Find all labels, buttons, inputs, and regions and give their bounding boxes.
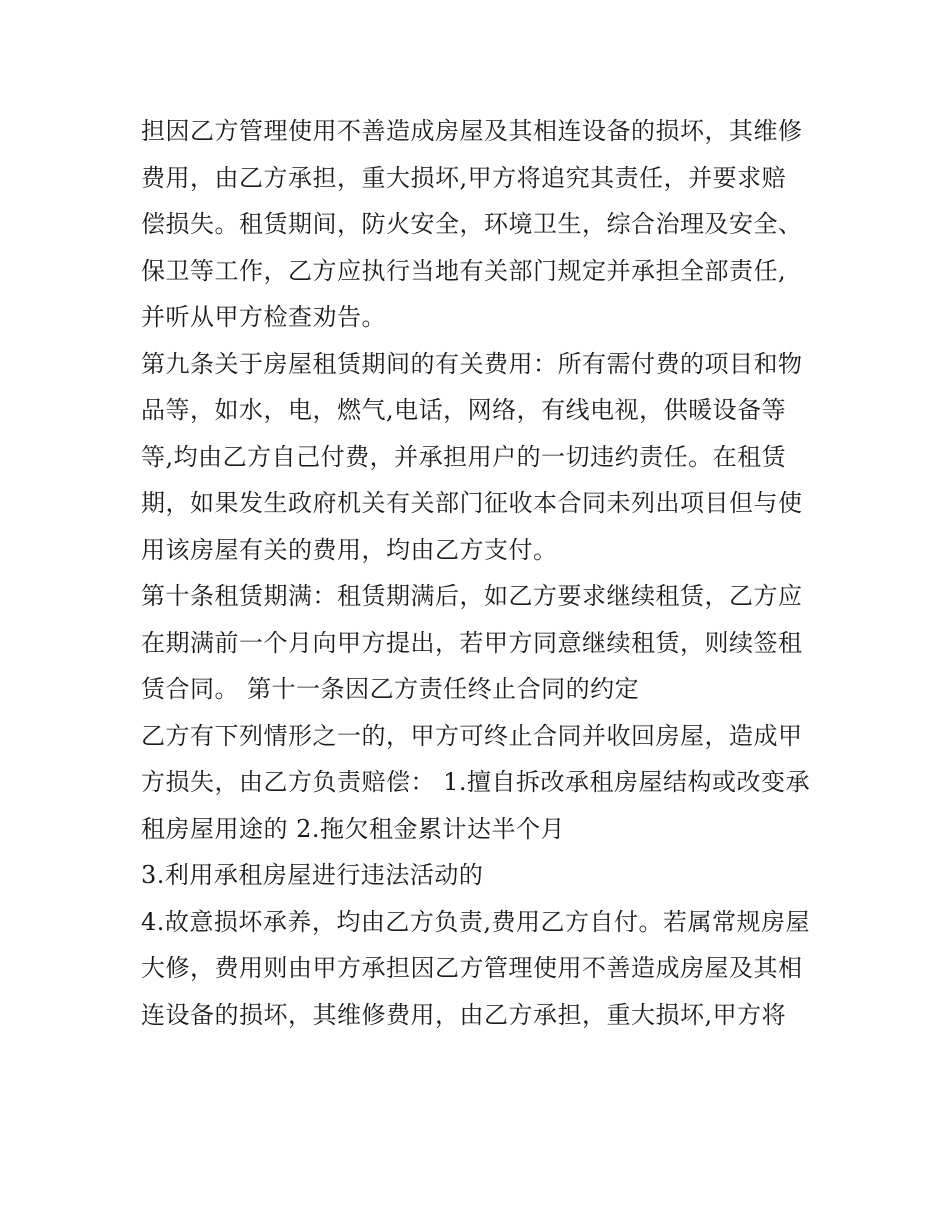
text-line: 等,均由乙方自己付费，并承担用户的一切违约责任。在租赁 <box>141 442 787 471</box>
text-line: 3.利用承租房屋进行违法活动的 <box>141 861 484 889</box>
text-line: 期，如果发生政府机关有关部门征收本合同未列出项目但与使 <box>141 489 803 517</box>
text-line: 偿损失。租赁期间，防火安全，环境卫生，综合治理及安全、 <box>141 210 803 238</box>
text-line: 4.故意损坏承养，均由乙方负责,费用乙方自付。若属常规房屋 <box>141 907 811 936</box>
text-line: 方损失，由乙方负责赔偿： 1.擅自拆改承租房屋结构或改变承 <box>141 768 811 796</box>
text-line: 担因乙方管理使用不善造成房屋及其相连设备的损坏，其维修 <box>141 117 803 145</box>
text-line: 费用，由乙方承担，重大损坏,甲方将追究其责任，并要求赔 <box>141 163 787 192</box>
document-body <box>141 108 821 1038</box>
text-line: 并听从甲方检查劝告。 <box>141 303 386 331</box>
text-line: 赁合同。 第十一条因乙方责任终止合同的约定 <box>141 675 640 703</box>
text-line: 租房屋用途的 2.拖欠租金累计达半个月 <box>141 814 566 843</box>
text-line: 大修，费用则由甲方承担因乙方管理使用不善造成房屋及其相 <box>141 954 803 982</box>
text-line: 连设备的损坏，其维修费用，由乙方承担，重大损坏,甲方将 <box>141 1000 787 1029</box>
text-line: 在期满前一个月向甲方提出，若甲方同意继续租赁，则续签租 <box>141 628 803 657</box>
text-line: 乙方有下列情形之一的，甲方可终止合同并收回房屋，造成甲 <box>141 721 803 750</box>
text-line: 品等，如水，电，燃气,电话，网络，有线电视，供暖设备等 <box>141 396 787 424</box>
text-line: 第九条关于房屋租赁期间的有关费用：所有需付费的项目和物 <box>141 349 803 378</box>
text-line: 保卫等工作，乙方应执行当地有关部门规定并承担全部责任, <box>141 256 787 285</box>
text-line: 用该房屋有关的费用，均由乙方支付。 <box>141 535 558 564</box>
text-line: 第十条租赁期满：租赁期满后，如乙方要求继续租赁，乙方应 <box>141 582 803 610</box>
